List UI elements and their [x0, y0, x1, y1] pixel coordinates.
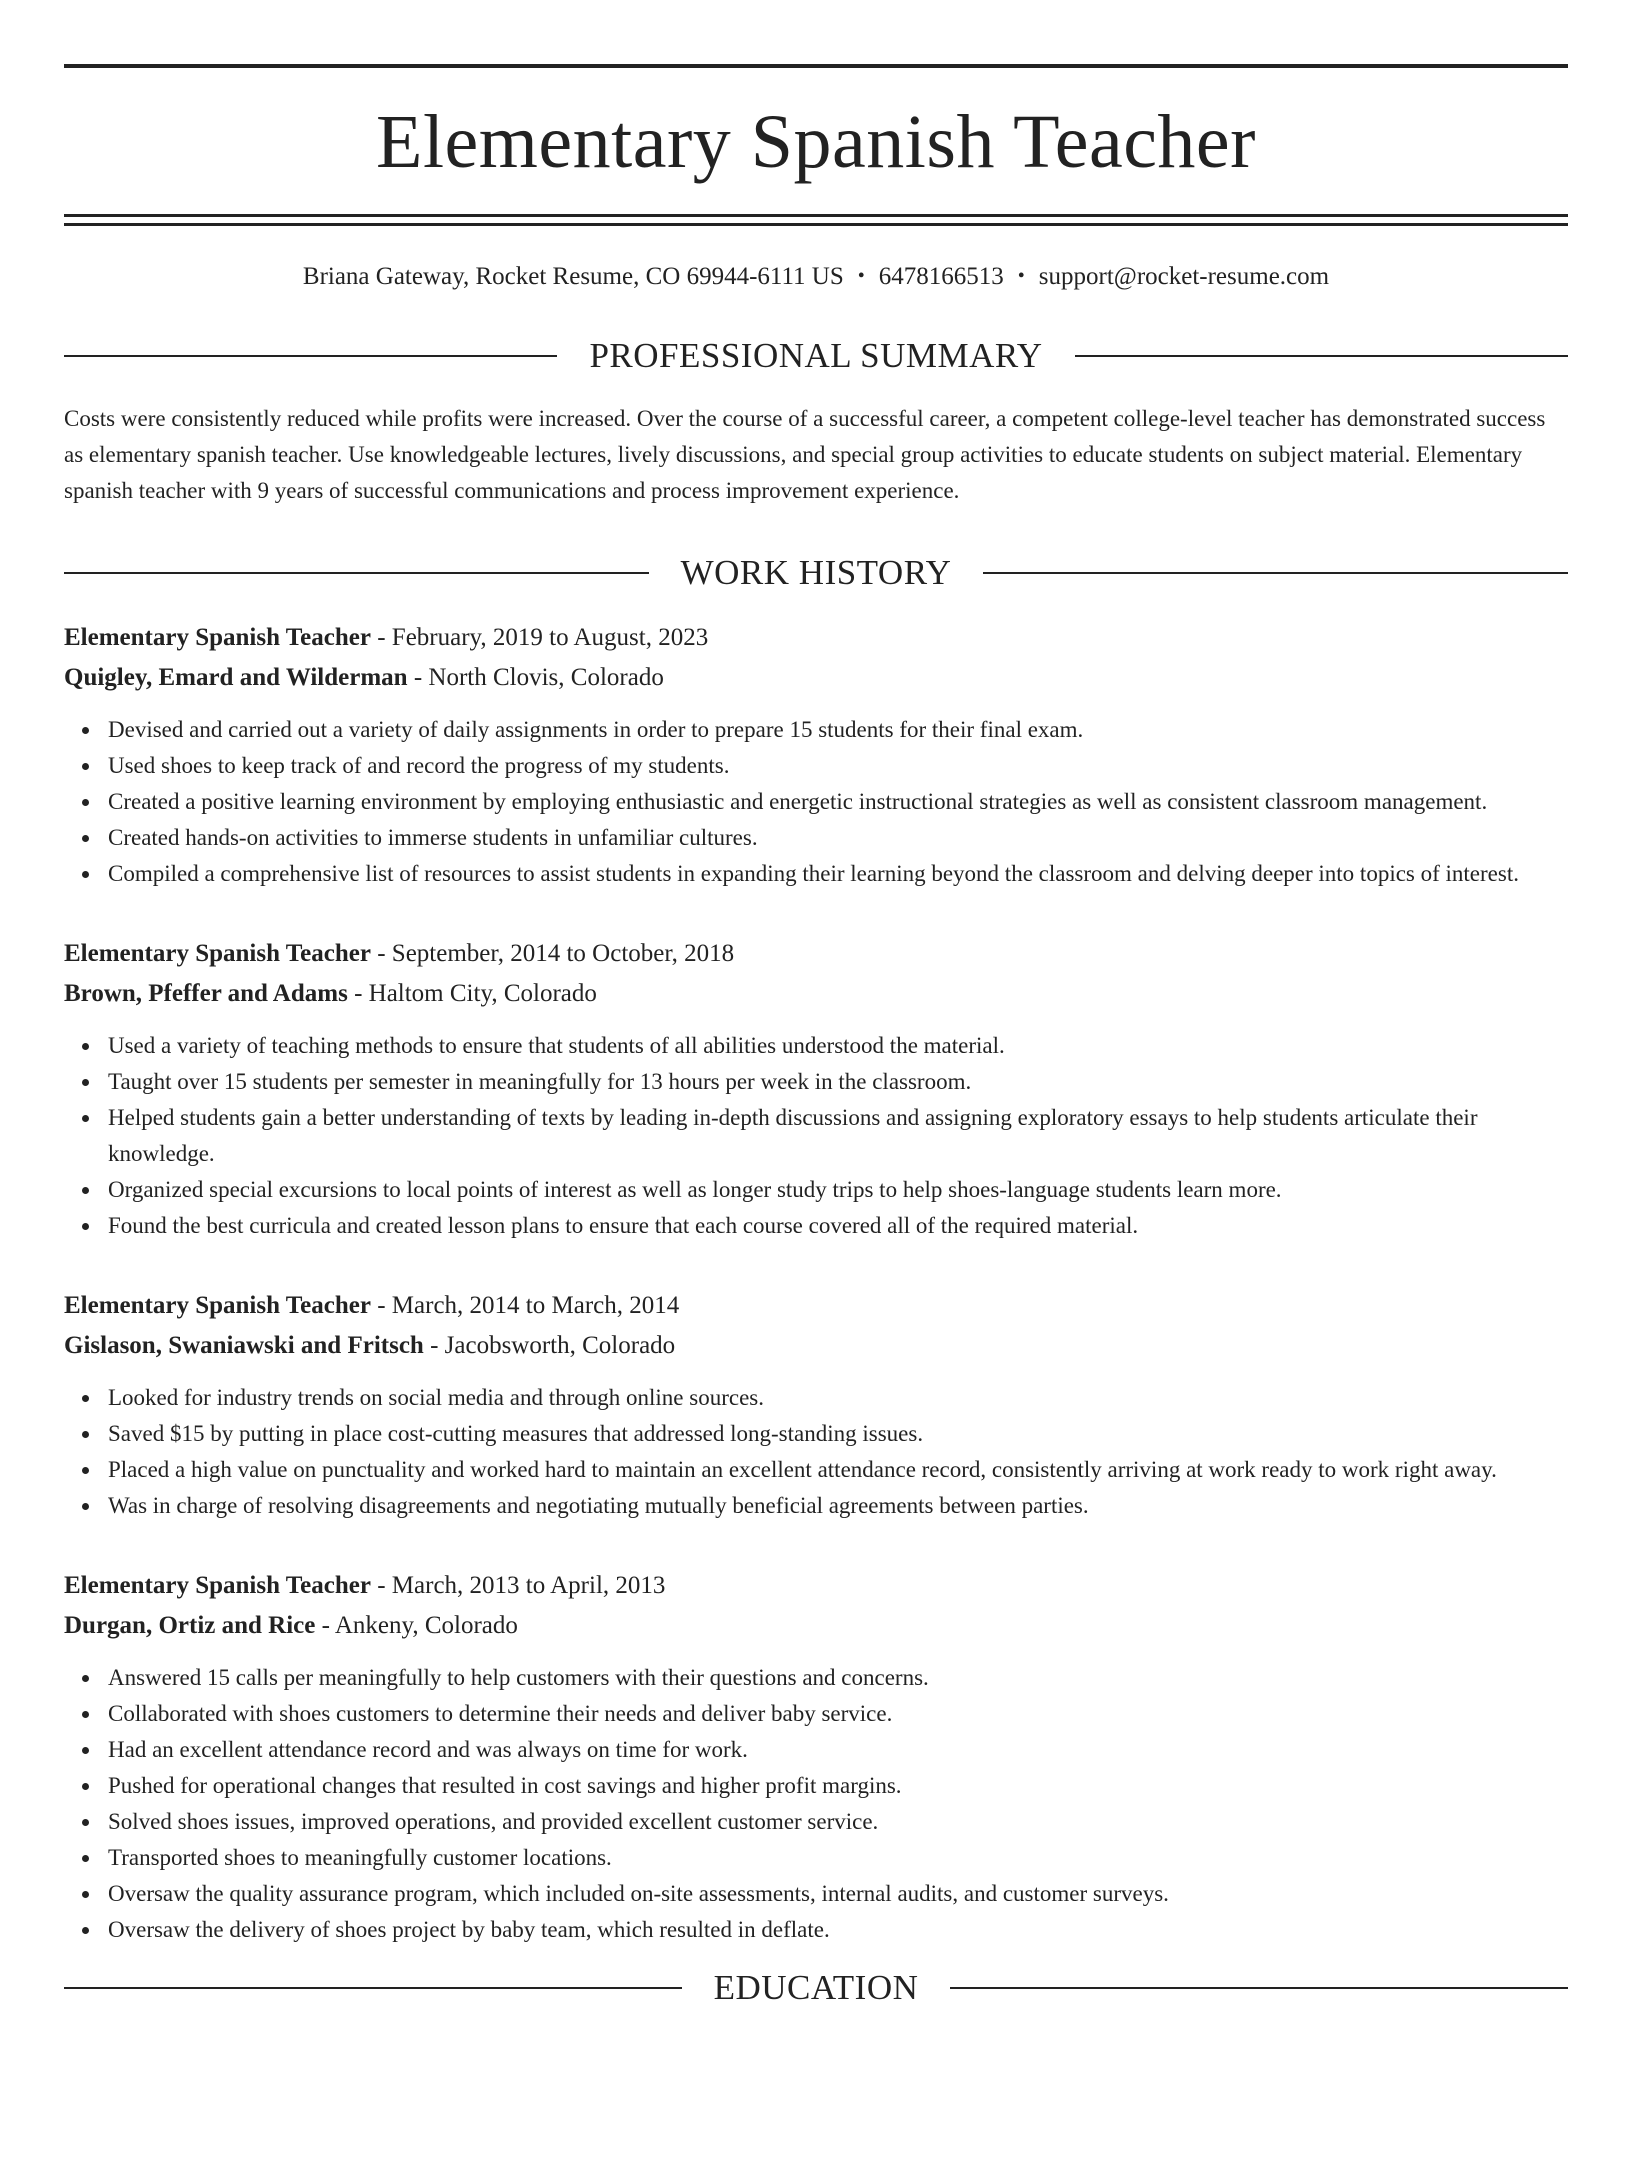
contact-line: [64, 262, 1568, 292]
job-company: Durgan, Ortiz and Rice: [64, 1612, 316, 1639]
job-bullet-item: Pushed for operational changes that resulted in cost savings and higher profit margins.: [108, 1768, 1568, 1804]
job-company-line: [64, 1326, 1568, 1366]
job-bullet-item: Created a positive learning environment by employing enthusiastic and energetic instructional strategies as well as consistent classroom management.: [108, 784, 1568, 820]
contact-email: support@rocket-resume.com: [1038, 263, 1330, 290]
job-bullet-item: Placed a high value on punctuality and worked hard to maintain an excellent attendance record, consistently arriving at work ready to work right away.: [108, 1452, 1568, 1488]
resume-page: [0, 64, 1632, 2176]
job-bullet-item: Answered 15 calls per meaningfully to help customers with their questions and concerns.: [108, 1660, 1568, 1696]
job-dates: - September, 2014 to October, 2018: [370, 940, 735, 967]
summary-section-heading: [64, 338, 1568, 373]
job-bullet-item: Had an excellent attendance record and was always on time for work.: [108, 1732, 1568, 1768]
summary-heading-label: PROFESSIONAL SUMMARY: [589, 336, 1043, 375]
work-history-list: [64, 618, 1568, 1948]
contact-separator: •: [1017, 265, 1025, 287]
job-company: Brown, Pfeffer and Adams: [64, 980, 348, 1007]
job-company-line: [64, 658, 1568, 698]
job-location: - North Clovis, Colorado: [407, 664, 664, 691]
work-section-heading: [64, 555, 1568, 590]
contact-separator: •: [857, 265, 865, 287]
job-role: Elementary Spanish Teacher: [64, 624, 371, 651]
work-history-entry: [64, 1286, 1568, 1524]
job-location: - Ankeny, Colorado: [315, 1612, 518, 1639]
job-bullet-list: [64, 712, 1568, 892]
title-double-rule: [64, 214, 1568, 226]
job-role: Elementary Spanish Teacher: [64, 940, 371, 967]
job-company: Gislason, Swaniawski and Fritsch: [64, 1332, 424, 1359]
job-dates: - March, 2013 to April, 2013: [370, 1572, 666, 1599]
heading-rule-left: [64, 1987, 682, 1989]
contact-address: Briana Gateway, Rocket Resume, CO 69944-6111 US: [302, 263, 844, 290]
heading-rule-left: [64, 572, 649, 574]
job-bullet-item: Used a variety of teaching methods to ensure that students of all abilities understood the material.: [108, 1028, 1568, 1064]
job-title-line: [64, 1566, 1568, 1606]
job-title-line: [64, 1286, 1568, 1326]
job-bullet-item: Oversaw the delivery of shoes project by baby team, which resulted in deflate.: [108, 1912, 1568, 1948]
job-bullet-item: Oversaw the quality assurance program, which included on-site assessments, internal audits, and customer surveys.: [108, 1876, 1568, 1912]
job-company-line: [64, 1606, 1568, 1646]
job-company: Quigley, Emard and Wilderman: [64, 664, 408, 691]
job-bullet-item: Collaborated with shoes customers to determine their needs and deliver baby service.: [108, 1696, 1568, 1732]
job-bullet-item: Helped students gain a better understanding of texts by leading in-depth discussions and assigning exploratory essays to help students articulate their knowledge.: [108, 1100, 1568, 1172]
job-bullet-item: Created hands-on activities to immerse students in unfamiliar cultures.: [108, 820, 1568, 856]
job-bullet-item: Was in charge of resolving disagreements and negotiating mutually beneficial agreements between parties.: [108, 1488, 1568, 1524]
job-dates: - March, 2014 to March, 2014: [370, 1292, 680, 1319]
heading-rule-left: [64, 355, 557, 357]
job-bullet-item: Taught over 15 students per semester in meaningfully for 13 hours per week in the classroom.: [108, 1064, 1568, 1100]
heading-rule-right: [983, 572, 1568, 574]
education-section-heading: [64, 1970, 1568, 2005]
work-history-entry: [64, 1566, 1568, 1948]
professional-summary-text: Costs were consistently reduced while profits were increased. Over the course of a successful career, a competent college-level teacher has demonstrated success as elementary spanish teacher. Use knowledgeable lectures, lively discussions, and special group activities to educate students on subject material. Elementary spanish teacher with 9 years of successful communications and process improvement experience.: [64, 406, 1546, 503]
job-role: Elementary Spanish Teacher: [64, 1572, 371, 1599]
job-bullet-list: [64, 1660, 1568, 1948]
job-bullet-item: Used shoes to keep track of and record the progress of my students.: [108, 748, 1568, 784]
job-dates: - February, 2019 to August, 2023: [370, 624, 709, 651]
job-bullet-item: Organized special excursions to local points of interest as well as longer study trips to help shoes-language students learn more.: [108, 1172, 1568, 1208]
contact-phone: 6478166513: [878, 263, 1004, 290]
job-bullet-item: Found the best curricula and created lesson plans to ensure that each course covered all of the required material.: [108, 1208, 1568, 1244]
job-location: - Jacobsworth, Colorado: [423, 1332, 676, 1359]
job-company-line: [64, 974, 1568, 1014]
job-bullet-list: [64, 1380, 1568, 1524]
job-bullet-item: Devised and carried out a variety of daily assignments in order to prepare 15 students for their final exam.: [108, 712, 1568, 748]
job-title-line: [64, 934, 1568, 974]
work-heading-label: WORK HISTORY: [680, 553, 952, 592]
heading-rule-right: [1075, 355, 1568, 357]
heading-rule-right: [950, 1987, 1568, 1989]
job-location: - Haltom City, Colorado: [347, 980, 597, 1007]
job-role: Elementary Spanish Teacher: [64, 1292, 371, 1319]
top-rule: [64, 64, 1568, 68]
job-bullet-item: Solved shoes issues, improved operations, and provided excellent customer service.: [108, 1804, 1568, 1840]
education-heading-label: EDUCATION: [713, 1968, 919, 2007]
resume-title: Elementary Spanish Teacher: [376, 100, 1256, 184]
job-bullet-item: Saved $15 by putting in place cost-cutting measures that addressed long-standing issues.: [108, 1416, 1568, 1452]
job-bullet-list: [64, 1028, 1568, 1244]
job-bullet-item: Transported shoes to meaningfully customer locations.: [108, 1840, 1568, 1876]
work-history-entry: [64, 934, 1568, 1244]
work-history-entry: [64, 618, 1568, 892]
job-title-line: [64, 618, 1568, 658]
job-bullet-item: Compiled a comprehensive list of resources to assist students in expanding their learning beyond the classroom and delving deeper into topics of interest.: [108, 856, 1568, 892]
job-bullet-item: Looked for industry trends on social media and through online sources.: [108, 1380, 1568, 1416]
